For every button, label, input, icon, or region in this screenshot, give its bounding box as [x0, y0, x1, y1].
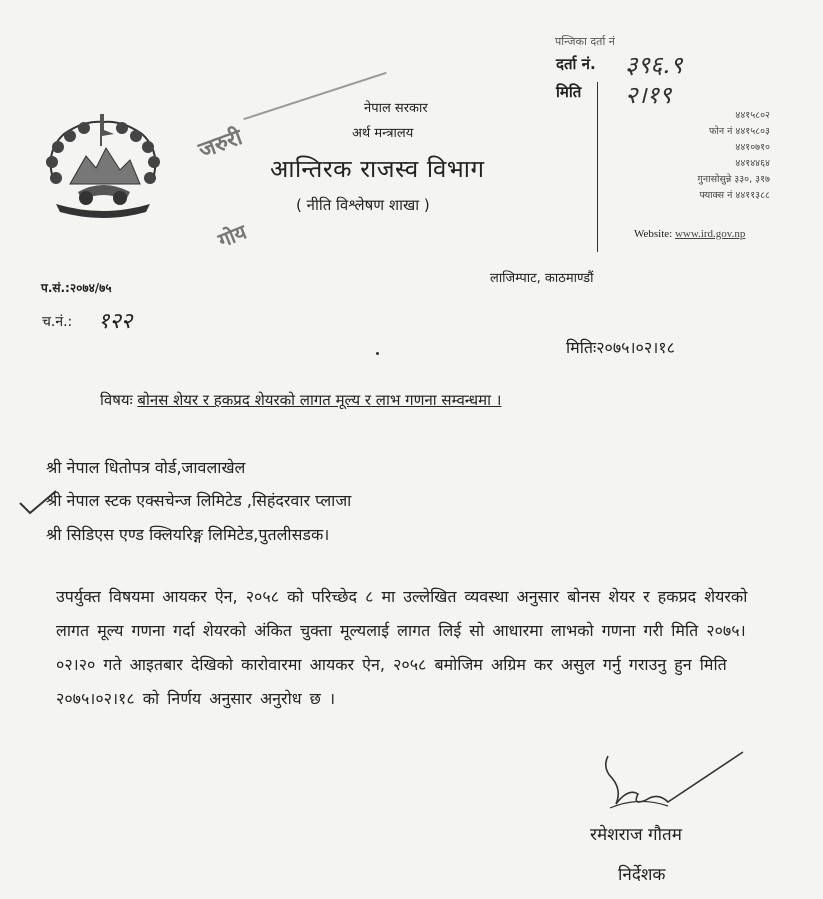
registration-number-value: ३९६.९	[625, 51, 683, 79]
registration-top-text: पन्जिका दर्ता नं	[555, 35, 615, 48]
website-link[interactable]: www.ird.gov.np	[674, 228, 746, 240]
nepal-emblem-icon	[34, 112, 172, 224]
signer-name: रमेशराज गौतम	[590, 825, 682, 845]
signer-role: निर्देशक	[618, 865, 666, 885]
website-line	[634, 228, 745, 240]
village-stamp: गोय	[214, 219, 250, 253]
department-title: आन्तिरक राजस्व विभाग	[270, 155, 485, 183]
subject-text: बोनस शेयर र हकप्रद शेयरको लागत मूल्य र लाभ गणना सम्वन्धमा ।	[137, 391, 502, 409]
phone-1: ४४१५८०२	[735, 110, 770, 121]
urgent-stamp: जरुरी	[195, 125, 246, 164]
ministry-name: अर्थ मन्त्रालय	[352, 126, 414, 141]
checkmark-icon	[18, 487, 58, 517]
dispatch-number-value: १२२	[98, 309, 133, 334]
addressee-2: श्री नेपाल स्टक एक्सचेन्ज लिमिटेड ,सिहंदरवार प्लाजा	[46, 491, 352, 510]
dot-mark	[376, 352, 379, 355]
government-name: नेपाल सरकार	[364, 101, 428, 116]
header-divider	[597, 82, 598, 252]
contact-block	[650, 108, 770, 204]
addressee-3: श्री सिडिएस एण्ड क्लियरिङ्ग लिमिटेड,पुतलीसडक।	[46, 525, 330, 544]
letter-body: उपर्युक्त विषयमा आयकर ऐन, २०५८ को परिच्छेद ८ मा उल्लेखित व्यवस्था अनुसार बोनस शेयर र हकप्रद शेयरको लागत मूल्य गणना गर्दा शेयरको अंकित चुक्ता मूल्यलाई लागत लिई सो आधारमा लाभको गणना गरी मिति २०७५।०२।२० गते आइतबार देखिको कारोवारमा आयकर ऐन, २०५८ बमोजिम अग्रिम कर असुल गर्नु गराउनु हुन मिति २०७५।०२।१८ को निर्णय अनुसार अनुरोध छ ।	[56, 587, 748, 708]
registration-date-label: मिति	[556, 83, 582, 101]
office-location: लाजिम्पाट, काठमाण्डौं	[490, 271, 594, 286]
phone-4: ४४१४४६४	[735, 158, 770, 169]
subject-label: विषयः	[100, 391, 133, 409]
complaint-line: गुनासोसुन्ने ३३०, ३१७	[697, 174, 770, 185]
reference-number: प.सं.:२०७४/७५	[41, 281, 112, 295]
letter-date: मितिः२०७५।०२।१८	[566, 338, 675, 357]
fax-line: फ्याक्स नं ४४११३८८	[699, 190, 770, 201]
addressee-1: श्री नेपाल धितोपत्र वोर्ड,जावलाखेल	[46, 458, 246, 477]
registration-date-value: २।१९	[625, 81, 672, 109]
phone-2: फोन नं ४४१५८०३	[709, 126, 770, 137]
registration-number-label: दर्ता नं.	[556, 55, 596, 73]
dispatch-number-label: च.नं.:	[42, 314, 73, 330]
website-label: Website:	[634, 228, 673, 240]
subject-line	[100, 390, 501, 410]
phone-3: ४४१०७१०	[735, 142, 770, 153]
branch-name: ( नीति विश्लेषण शाखा )	[296, 196, 430, 214]
